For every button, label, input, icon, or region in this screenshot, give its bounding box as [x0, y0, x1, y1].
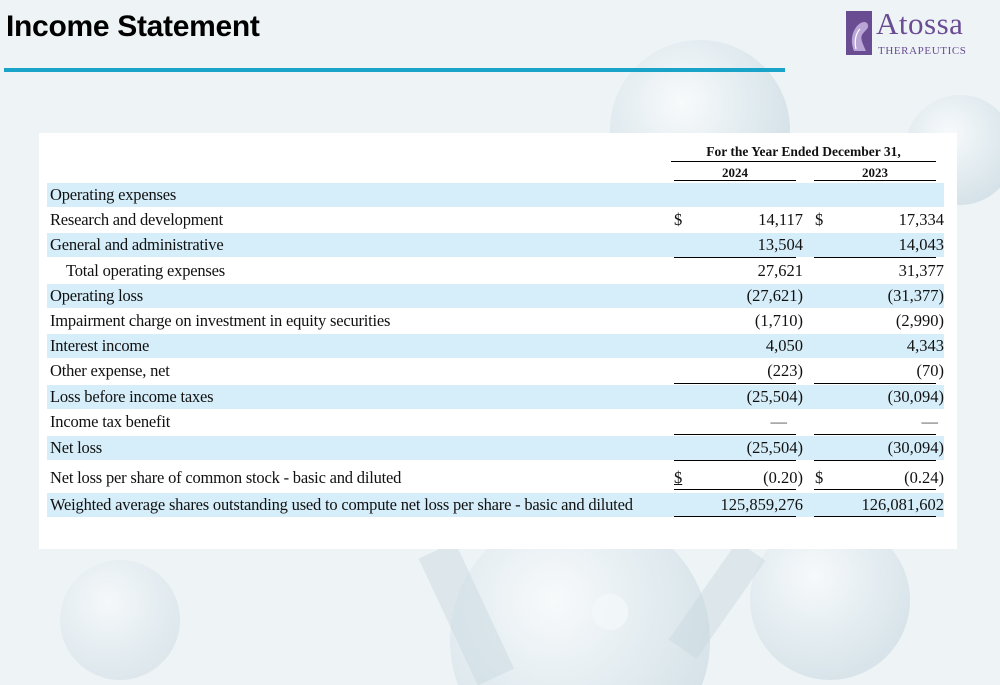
subtotal-rule-2024 [674, 434, 796, 435]
row-label: Loss before income taxes [50, 387, 214, 406]
period-header-rule [671, 161, 936, 162]
row-label: Income tax benefit [50, 412, 171, 431]
total-rule-2024 [674, 460, 796, 461]
value-2024: 125,859,276 [720, 495, 803, 514]
value-2024: (0.20) [763, 468, 803, 487]
subtotal-rule-2024 [674, 257, 796, 258]
value-2024: (25,504) [746, 438, 803, 457]
column-header-2024: 2024 [722, 165, 748, 180]
table-row [47, 359, 944, 383]
row-label: Operating expenses [50, 185, 177, 204]
table-row [47, 410, 944, 434]
row-label: Total operating expenses [66, 261, 225, 280]
subtotal-rule-2023 [814, 257, 936, 258]
row-label: Net loss [50, 438, 103, 457]
table-row [47, 208, 944, 232]
per-share-rule-2024 [674, 489, 796, 490]
table-row [47, 284, 944, 308]
table-row [47, 259, 944, 283]
value-2023: 17,334 [898, 210, 944, 229]
column-rule-2023 [814, 180, 936, 181]
row-label: Operating loss [50, 286, 143, 305]
value-2023: — [921, 412, 938, 431]
per-share-rule-2023 [814, 489, 936, 490]
value-2024: (1,710) [754, 311, 803, 330]
page-title: Income Statement [6, 10, 260, 43]
logo-mark-icon [846, 11, 872, 55]
logo-name: Atossa [876, 6, 964, 41]
row-label: Research and development [50, 210, 223, 229]
period-header: For the Year Ended December 31, [706, 144, 901, 159]
value-2023: (70) [916, 361, 944, 380]
subtotal-rule-2023 [814, 434, 936, 435]
value-2023: 4,343 [906, 336, 944, 355]
value-2023: (31,377) [887, 286, 944, 305]
column-header-2023: 2023 [862, 165, 888, 180]
currency-symbol-2023: $ [815, 210, 824, 229]
table-row [47, 385, 944, 409]
total-rule-2023 [814, 460, 936, 461]
row-label: General and administrative [50, 235, 224, 254]
currency-symbol-2024: $ [674, 468, 683, 487]
subtotal-rule-2023 [814, 383, 936, 384]
value-2024: 27,621 [757, 261, 803, 280]
table-row [47, 436, 944, 460]
currency-symbol-2024: $ [674, 210, 683, 229]
value-2024: 4,050 [765, 336, 803, 355]
value-2024: 14,117 [758, 210, 803, 229]
value-2023: 126,081,602 [861, 495, 944, 514]
logo-subtitle: THERAPEUTICS [878, 45, 967, 57]
table-row [47, 183, 944, 207]
shares-rule-2023 [814, 516, 936, 517]
table-row [47, 309, 944, 333]
value-2023: (2,990) [895, 311, 944, 330]
value-2024: (27,621) [746, 286, 803, 305]
row-label: Interest income [50, 336, 150, 355]
shares-rule-2024 [674, 516, 796, 517]
value-2023: (30,094) [887, 387, 944, 406]
value-2023: 31,377 [898, 261, 944, 280]
table-row [47, 233, 944, 257]
column-rule-2024 [674, 180, 796, 181]
row-label: Weighted average shares outstanding used to compute net loss per share - basic and diluted [50, 495, 633, 514]
table-row [47, 334, 944, 358]
currency-symbol-2023: $ [815, 468, 824, 487]
value-2024: 13,504 [757, 235, 803, 254]
row-label: Net loss per share of common stock - basic and diluted [50, 468, 402, 487]
value-2023: 14,043 [898, 235, 944, 254]
title-underline [4, 68, 785, 72]
value-2024: (25,504) [746, 387, 803, 406]
value-2024: (223) [767, 361, 803, 380]
value-2023: (30,094) [887, 438, 944, 457]
row-label: Impairment charge on investment in equity securities [50, 311, 391, 330]
row-label: Other expense, net [50, 361, 170, 380]
subtotal-rule-2024 [674, 383, 796, 384]
value-2024: — [770, 412, 787, 431]
table-row [47, 493, 944, 517]
value-2023: (0.24) [904, 468, 944, 487]
table-row [47, 466, 944, 490]
company-logo [846, 8, 986, 60]
